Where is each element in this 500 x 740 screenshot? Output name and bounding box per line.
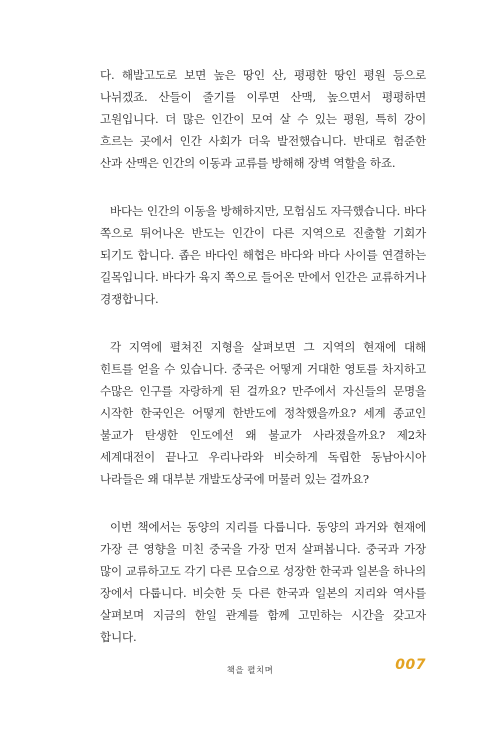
body-text bbox=[100, 64, 426, 674]
paragraph-regions: 각 지역에 펼쳐진 지형을 살펴보면 그 지역의 현재에 대해 힌트를 얻을 수 있습니다. 중국은 어떻게 거대한 영토를 차지하고 수많은 인구를 자랑하게 된 걸까요? 만주에서 자신들의 문명을 시작한 한국인은 어떻게 한반도에 정착했을까요? 세계 종교인 불교가 탄생한 인도에선 왜 불교가 사라졌을까요? 제2차 세계대전이 끝나고 우리나라와 비슷하게 독립한 동남아시아 나라들은 왜 대부분 개발도상국에 머물러 있는 걸까요? bbox=[100, 340, 426, 486]
page-number: 007 bbox=[395, 657, 426, 673]
paragraph-book-intro: 이번 책에서는 동양의 지리를 다룹니다. 동양의 과거와 현재에 가장 큰 영향을 미친 중국을 가장 먼저 살펴봅니다. 중국과 가장 많이 교류하고도 각기 다른 모습으로 성장한 한국과 일본을 하나의 장에서 다룹니다. 비슷한 듯 다른 한국과 일본의 지리와 역사를 살펴보며 지금의 한일 관계를 함께 고민하는 시간을 갖고자 합니다. bbox=[100, 520, 426, 644]
paragraph-terrain: 다. 해발고도로 보면 높은 땅인 산, 평평한 땅인 평원 등으로 나뉘겠죠. 산들이 줄기를 이루면 산맥, 높으면서 평평하면 고원입니다. 더 많은 인간이 모여 살 수 있는 평원, 특히 강이 흐르는 곳에서 인간 사회가 더욱 발전했습니다. 반대로 험준한 산과 산맥은 인간의 이동과 교류를 방해해 장벽 역할을 하죠. bbox=[100, 68, 426, 170]
running-footer-title: 책을 펼치며 bbox=[226, 666, 274, 676]
paragraph-sea: 바다는 인간의 이동을 방해하지만, 모험심도 자극했습니다. 바다 쪽으로 튀어나온 반도는 인간이 다른 지역으로 진출할 기회가 되기도 합니다. 좁은 바다인 해협은 바다와 바다 사이를 연결하는 길목입니다. 바다가 육지 쪽으로 들어온 만에서 인간은 교류하거나 경쟁합니다. bbox=[100, 204, 426, 306]
